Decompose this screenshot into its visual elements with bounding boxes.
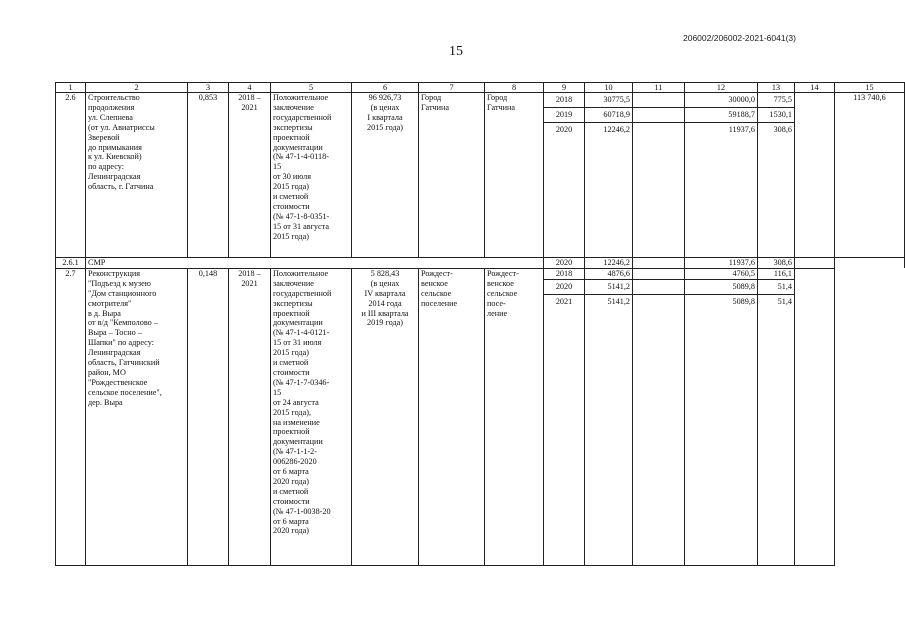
col-header: 6 (352, 83, 419, 93)
column-number-row (56, 83, 905, 93)
customer: Рождест- венское сельское поселение (419, 268, 485, 565)
total-cell (585, 93, 633, 258)
page-number: 15 (449, 44, 463, 59)
year: 2020 (555, 125, 573, 134)
col-header: 5 (271, 83, 352, 93)
col-header: 2 (86, 83, 188, 93)
total: 5141,2 (585, 280, 632, 295)
year: 2021 (555, 296, 573, 306)
col-header: 15 (835, 83, 905, 93)
recipient: Рождест- венское сельское посе- ление (485, 268, 544, 565)
local-cell (758, 268, 795, 565)
work-type: СМР (86, 258, 544, 269)
years-cell (544, 268, 585, 565)
total: 4876,6 (585, 269, 632, 280)
local: 51,4 (777, 296, 792, 306)
federal (633, 108, 684, 123)
regional: 59188,7 (685, 108, 757, 123)
capacity: 0,853 (188, 93, 229, 258)
recipient: Город Гатчина (485, 93, 544, 258)
total: 30775,5 (585, 93, 632, 108)
object-name: Реконструкция "Подъезд к музею "Дом станционного смотрителя" в д. Выра от в/д "Кемполово – Выра – Тосно – Шапки" по адресу: Ленинградская область, Гатчинский район, МО "Рождественское сельское поселение", дер. Выра (86, 268, 188, 565)
col-header: 10 (585, 83, 633, 93)
period: 2018 – 2021 (229, 93, 271, 258)
year: 2020 (544, 258, 585, 269)
col-header: 13 (758, 83, 795, 93)
year: 2020 (544, 280, 584, 295)
expertise-docs: Положительное заключение государственной экспертизы проектной документации (№ 47-1-4-0121- 15 от 31 июля 2015 года) и сметной стоимости (№ 47-1-7-0346- 15 от 24 августа 2015 года), на изменение проектной документации (№ 47-1-1-2- 006286-2020 от 6 марта 2020 года) и сметной стоимости (№ 47-1-0038-20 от 6 марта 2020 года) (271, 268, 352, 565)
year: 2018 (544, 269, 584, 280)
regional: 11937,6 (728, 125, 755, 134)
local: 308,6 (758, 258, 795, 269)
total: 12246,2 (585, 258, 633, 269)
federal-cell (633, 93, 685, 258)
total: 5141,2 (607, 296, 630, 306)
local: 775,5 (758, 93, 794, 108)
document-id: 206002/206002-2021-6041(3) (683, 33, 796, 43)
col-header: 12 (685, 83, 758, 93)
federal (633, 295, 684, 310)
col-header: 8 (485, 83, 544, 93)
local: 308,6 (773, 125, 792, 134)
local: 51,4 (758, 280, 794, 295)
table-row (56, 268, 905, 565)
local: 1530,1 (758, 108, 794, 123)
col-header: 7 (419, 83, 485, 93)
other-cell (795, 268, 835, 565)
capacity: 0,148 (188, 268, 229, 565)
col-header: 1 (56, 83, 86, 93)
federal (633, 280, 684, 295)
total-cell (585, 268, 633, 565)
other (795, 258, 835, 269)
expertise-docs: Положительное заключение государственной экспертизы проектной документации (№ 47-1-4-0118- 15 от 30 июля 2015 года) и сметной стоимости (№ 47-1-8-0351- 15 от 31 августа 2015 года) (271, 93, 352, 258)
col-header: 9 (544, 83, 585, 93)
regional-cell (685, 93, 758, 258)
regional: 11937,6 (685, 258, 758, 269)
federal (633, 93, 684, 108)
col15-empty (835, 268, 905, 565)
regional: 5089,8 (732, 296, 755, 306)
federal (633, 123, 684, 138)
federal (633, 269, 684, 280)
federal-cell (633, 268, 685, 565)
period: 2018 – 2021 (229, 268, 271, 565)
row-number: 2.6 (56, 93, 86, 258)
budget-table (55, 82, 905, 566)
col15-empty (835, 258, 905, 269)
years-cell (544, 93, 585, 258)
estimated-cost: 5 828,43 (в ценах IV квартала 2014 года и III квартала 2019 года) (352, 268, 419, 565)
federal (633, 258, 685, 269)
row-number: 2.6.1 (56, 258, 86, 269)
local: 116,1 (758, 269, 794, 280)
object-name: Строительство продолжения ул. Слепнева (от ул. Авиатриссы Зверевой до примыкания к ул. Киевской) по адресу: Ленинградская область, г. Гатчина (86, 93, 188, 258)
col-header: 4 (229, 83, 271, 93)
local-cell (758, 93, 795, 258)
col-header: 14 (795, 83, 835, 93)
estimated-cost: 96 926,73 (в ценах I квартала 2015 года) (352, 93, 419, 258)
regional-cell (685, 268, 758, 565)
col-header: 11 (633, 83, 685, 93)
year: 2019 (544, 108, 584, 123)
col15-value: 113 740,6 (835, 93, 905, 258)
customer: Город Гатчина (419, 93, 485, 258)
regional: 4760,5 (685, 269, 757, 280)
other-cell (795, 93, 835, 258)
col-header: 3 (188, 83, 229, 93)
regional: 30000,0 (685, 93, 757, 108)
total: 60718,9 (585, 108, 632, 123)
year: 2018 (544, 93, 584, 108)
regional: 5089,8 (685, 280, 757, 295)
table-row (56, 93, 905, 258)
table-row (56, 258, 905, 269)
total: 12246,2 (603, 125, 630, 134)
row-number: 2.7 (56, 268, 86, 565)
